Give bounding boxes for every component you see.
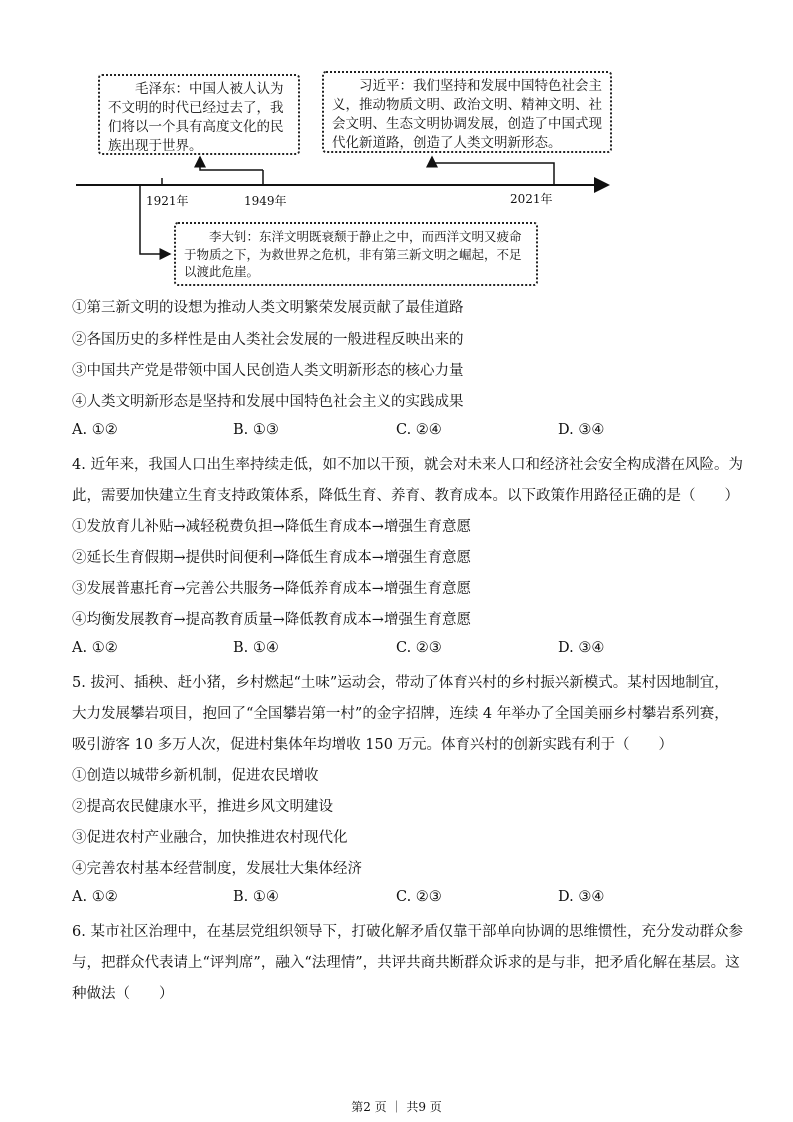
li-quote-box — [174, 222, 538, 286]
q3-item-3: ③中国共产党是带领中国人民创造人类文明新形态的核心力量 — [72, 363, 464, 379]
connector-mao — [200, 157, 263, 170]
year-label-1949: 1949年 — [244, 194, 287, 208]
q5-item-1: ①创造以城带乡新机制，促进农民增收 — [72, 768, 319, 784]
year-label-1921: 1921年 — [146, 194, 189, 208]
q3-option-d[interactable]: D. ③④ — [558, 422, 605, 438]
q4-stem-line-2: 此，需要加快建立生育支持政策体系，降低生育、养育、教育成本。以下政策作用路径正确的是（ ） — [72, 488, 739, 504]
q6-stem-line-2: 与，把群众代表请上“评判席”，融入“法理情”，共评共商共断群众诉求的是与非，把矛盾化解在基层。这 — [72, 955, 740, 971]
li-quote-text: 李大钊：东洋文明既衰颓于静止之中，而西洋文明又疲命于物质之下，为救世界之危机，非有第三新文明之崛起，不足以渡此危崖。 — [184, 229, 522, 279]
q5-option-d[interactable]: D. ③④ — [558, 889, 605, 905]
q3-option-b[interactable]: B. ①③ — [233, 422, 279, 438]
q3-item-4: ④人类文明新形态是坚持和发展中国特色社会主义的实践成果 — [72, 394, 464, 410]
q4-option-d[interactable]: D. ③④ — [558, 640, 605, 656]
xi-quote-text: 习近平：我们坚持和发展中国特色社会主义，推动物质文明、政治文明、精神文明、社会文明、生态文明协调发展，创造了中国式现代化新道路，创造了人类文明新形态。 — [332, 78, 602, 151]
mao-quote-text: 毛泽东：中国人被人认为不文明的时代已经过去了，我们将以一个具有高度文化的民族出现于世界。 — [108, 81, 284, 154]
q4-option-b[interactable]: B. ①④ — [233, 640, 279, 656]
q3-item-1: ①第三新文明的设想为推动人类文明繁荣发展贡献了最佳道路 — [72, 300, 464, 316]
xi-quote-box — [322, 71, 612, 153]
q4-item-2: ②延长生育假期→提供时间便利→降低生育成本→增强生育意愿 — [72, 550, 471, 566]
page-footer: 第2 页 ｜ 共9 页 — [351, 1100, 442, 1114]
q3-item-2: ②各国历史的多样性是由人类社会发展的一般进程反映出来的 — [72, 332, 464, 348]
q6-stem-line-1: 6. 某市社区治理中，在基层党组织领导下，打破化解矛盾仅靠干部单向协调的思维惯性，充分发动群众参 — [72, 924, 743, 940]
q4-item-1: ①发放育儿补贴→减轻税费负担→降低生育成本→增强生育意愿 — [72, 519, 471, 535]
q5-option-b[interactable]: B. ①④ — [233, 889, 279, 905]
year-label-2021: 2021年 — [510, 192, 553, 206]
timeline-figure — [70, 66, 630, 288]
connector-xi — [432, 157, 554, 178]
q5-item-3: ③促进农村产业融合，加快推进农村现代化 — [72, 830, 348, 846]
q4-item-4: ④均衡发展教育→提高教育质量→降低教育成本→增强生育意愿 — [72, 612, 471, 628]
q4-option-c[interactable]: C. ②③ — [396, 640, 442, 656]
q5-option-c[interactable]: C. ②③ — [396, 889, 442, 905]
q5-item-2: ②提高农民健康水平，推进乡风文明建设 — [72, 799, 333, 815]
q5-item-4: ④完善农村基本经营制度，发展壮大集体经济 — [72, 861, 362, 877]
q3-option-c[interactable]: C. ②④ — [396, 422, 442, 438]
q5-stem-line-2: 大力发展攀岩项目，抱回了“全国攀岩第一村”的金字招牌，连续 4 年举办了全国美丽乡村攀岩系列赛， — [72, 706, 729, 722]
q4-option-a[interactable]: A. ①② — [72, 640, 118, 656]
q5-option-a[interactable]: A. ①② — [72, 889, 118, 905]
q4-stem-line-1: 4. 近年来，我国人口出生率持续走低，如不加以干预，就会对未来人口和经济社会安全构成潜在风险。为 — [72, 457, 743, 473]
q6-stem-line-3: 种做法（ ） — [72, 986, 174, 1002]
q4-item-3: ③发展普惠托育→完善公共服务→降低养育成本→增强生育意愿 — [72, 581, 471, 597]
mao-quote-box — [98, 74, 300, 155]
q5-stem-line-3: 吸引游客 10 多万人次，促进村集体年均增收 150 万元。体育兴村的创新实践有利于（ ） — [72, 737, 674, 753]
q3-option-a[interactable]: A. ①② — [72, 422, 118, 438]
q5-stem-line-1: 5. 拔河、插秧、赶小猪，乡村燃起“土味”运动会，带动了体育兴村的乡村振兴新模式。某村因地制宜， — [72, 675, 729, 691]
